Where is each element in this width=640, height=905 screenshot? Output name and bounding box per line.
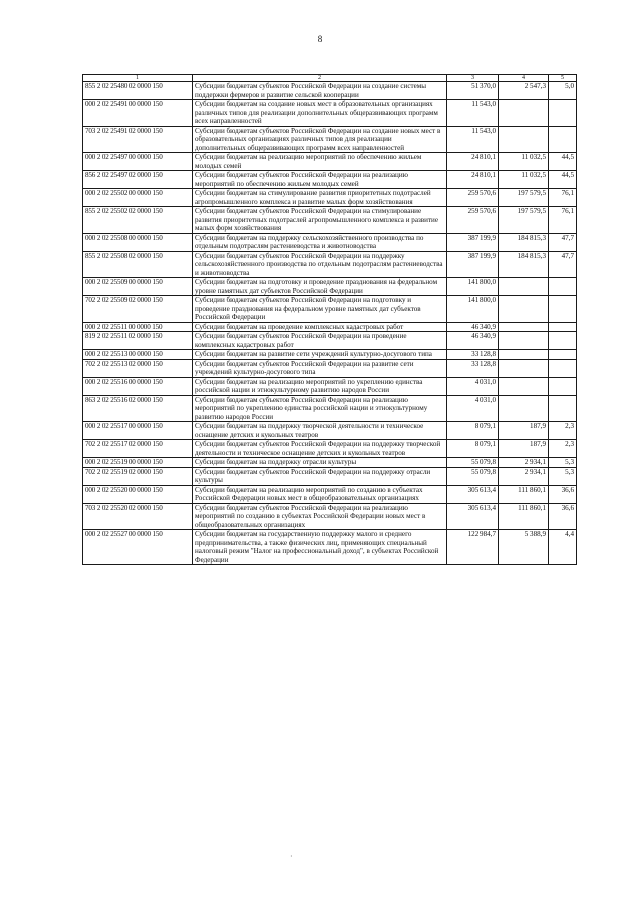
percent-cell: 76,1 [549,189,577,207]
description-cell: Субсидии бюджетам на государственную поддержку малого и среднего предпринимательства, а также физических лиц, применяющих специальный налоговый режим "Налог на профессиональный доход", в субъектах Российской Федерации [193,530,447,565]
percent-cell [549,278,577,296]
budget-code-cell: 000 2 02 25513 00 0000 150 [83,350,193,360]
column-header: 3 [447,75,499,82]
executed-amount-cell [499,322,549,332]
table-row [83,485,577,503]
executed-amount-cell: 2 547,3 [499,82,549,100]
description-cell: Субсидии бюджетам субъектов Российской Федерации на развитие сети учреждений культурно-досугового типа [193,359,447,377]
description-cell: Субсидии бюджетам на создание новых мест в образовательных организациях различных типов для реализации дополнительных общеразвивающих программ всех направленностей [193,100,447,127]
table-row [83,422,577,440]
executed-amount-cell [499,296,549,323]
plan-amount-cell: 51 370,0 [447,82,499,100]
executed-amount-cell [499,278,549,296]
plan-amount-cell: 24 810,1 [447,171,499,189]
table-row [83,126,577,153]
budget-code-cell: 855 2 02 25502 02 0000 150 [83,207,193,234]
plan-amount-cell: 305 613,4 [447,503,499,530]
executed-amount-cell: 197 579,5 [499,207,549,234]
executed-amount-cell: 187,9 [499,422,549,440]
plan-amount-cell: 8 079,1 [447,440,499,458]
budget-code-cell: 702 2 02 25513 02 0000 150 [83,359,193,377]
executed-amount-cell: 111 860,1 [499,503,549,530]
description-cell: Субсидии бюджетам на стимулирование развития приоритетных подотраслей агропромышленного комплекса и развитие малых форм хозяйствования [193,189,447,207]
description-cell: Субсидии бюджетам субъектов Российской Федерации на реализацию мероприятий по укреплению единства российской нации и этнокультурному развитию народов России [193,395,447,422]
description-cell: Субсидии бюджетам субъектов Российской Федерации на реализацию мероприятий по созданию в субъектах Российской Федерации новых мест в общеобразовательных организациях [193,503,447,530]
table-row [83,251,577,278]
percent-cell [549,126,577,153]
table-row [83,100,577,127]
executed-amount-cell [499,100,549,127]
budget-code-cell: 000 2 02 25502 00 0000 150 [83,189,193,207]
budget-code-cell: 856 2 02 25497 02 0000 150 [83,171,193,189]
description-cell: Субсидии бюджетам на развитие сети учреждений культурно-досугового типа [193,350,447,360]
table-row [83,82,577,100]
description-cell: Субсидии бюджетам на подготовку и проведение празднования на федеральном уровне памятных дат субъектов Российской Федерации [193,278,447,296]
executed-amount-cell: 2 934,1 [499,458,549,468]
table-row [83,207,577,234]
column-number-row [83,75,577,82]
description-cell: Субсидии бюджетам субъектов Российской Федерации на поддержку сельскохозяйственного производства по отдельным подотраслям растениеводства и животноводства [193,251,447,278]
budget-code-cell: 702 2 02 25519 02 0000 150 [83,467,193,485]
percent-cell [549,322,577,332]
description-cell: Субсидии бюджетам субъектов Российской Федерации на поддержку отрасли культуры [193,467,447,485]
percent-cell [549,395,577,422]
table-row [83,530,577,565]
executed-amount-cell: 187,9 [499,440,549,458]
budget-code-cell: 000 2 02 25497 00 0000 150 [83,153,193,171]
table-row [83,153,577,171]
budget-table [82,74,577,565]
description-cell: Субсидии бюджетам на реализацию мероприятий по созданию в субъектах Российской Федерации новых мест в общеобразовательных организациях [193,485,447,503]
plan-amount-cell: 259 570,6 [447,207,499,234]
percent-cell: 44,5 [549,171,577,189]
description-cell: Субсидии бюджетам субъектов Российской Федерации на поддержку творческой деятельности и техническое оснащение детских и кукольных театров [193,440,447,458]
executed-amount-cell: 2 934,1 [499,467,549,485]
executed-amount-cell: 5 388,9 [499,530,549,565]
budget-code-cell: 000 2 02 25509 00 0000 150 [83,278,193,296]
description-cell: Субсидии бюджетам на реализацию мероприятий по обеспечению жильем молодых семей [193,153,447,171]
budget-code-cell: 000 2 02 25527 00 0000 150 [83,530,193,565]
budget-code-cell: 703 2 02 25520 02 0000 150 [83,503,193,530]
table-row [83,171,577,189]
plan-amount-cell: 55 079,8 [447,467,499,485]
table-row [83,332,577,350]
plan-amount-cell: 4 031,0 [447,395,499,422]
budget-code-cell: 702 2 02 25509 02 0000 150 [83,296,193,323]
budget-code-cell: 000 2 02 25516 00 0000 150 [83,377,193,395]
plan-amount-cell: 46 340,9 [447,332,499,350]
percent-cell: 44,5 [549,153,577,171]
table-row [83,278,577,296]
percent-cell [549,359,577,377]
executed-amount-cell: 11 032,5 [499,171,549,189]
percent-cell: 47,7 [549,233,577,251]
plan-amount-cell: 11 543,0 [447,100,499,127]
budget-code-cell: 703 2 02 25491 02 0000 150 [83,126,193,153]
plan-amount-cell: 33 128,8 [447,350,499,360]
table-row [83,296,577,323]
executed-amount-cell [499,395,549,422]
executed-amount-cell [499,350,549,360]
budget-code-cell: 000 2 02 25517 00 0000 150 [83,422,193,440]
budget-code-cell: 000 2 02 25491 00 0000 150 [83,100,193,127]
column-header: 1 [83,75,193,82]
plan-amount-cell: 11 543,0 [447,126,499,153]
budget-code-cell: 702 2 02 25517 02 0000 150 [83,440,193,458]
scan-speck: · [290,852,293,861]
column-header: 2 [193,75,447,82]
description-cell: Субсидии бюджетам на поддержку творческой деятельности и техническое оснащение детских и кукольных театров [193,422,447,440]
table-row [83,467,577,485]
plan-amount-cell: 24 810,1 [447,153,499,171]
description-cell: Субсидии бюджетам субъектов Российской Федерации на реализацию мероприятий по обеспечению жильем молодых семей [193,171,447,189]
budget-code-cell: 000 2 02 25511 00 0000 150 [83,322,193,332]
plan-amount-cell: 141 800,0 [447,278,499,296]
description-cell: Субсидии бюджетам на проведение комплексных кадастровых работ [193,322,447,332]
budget-code-cell: 000 2 02 25519 00 0000 150 [83,458,193,468]
description-cell: Субсидии бюджетам субъектов Российской Федерации на проведение комплексных кадастровых работ [193,332,447,350]
percent-cell: 2,3 [549,440,577,458]
description-cell: Субсидии бюджетам субъектов Российской Федерации на подготовку и проведение празднования на федеральном уровне памятных дат субъектов Российской Федерации [193,296,447,323]
table-row [83,322,577,332]
table-row [83,189,577,207]
percent-cell [549,100,577,127]
percent-cell [549,350,577,360]
plan-amount-cell: 4 031,0 [447,377,499,395]
column-header: 5 [549,75,577,82]
executed-amount-cell [499,377,549,395]
plan-amount-cell: 387 199,9 [447,251,499,278]
description-cell: Субсидии бюджетам на поддержку отрасли культуры [193,458,447,468]
percent-cell: 5,0 [549,82,577,100]
executed-amount-cell [499,332,549,350]
budget-code-cell: 000 2 02 25508 00 0000 150 [83,233,193,251]
percent-cell [549,377,577,395]
plan-amount-cell: 141 800,0 [447,296,499,323]
table-row [83,233,577,251]
description-cell: Субсидии бюджетам на реализацию мероприятий по укреплению единства российской нации и этнокультурному развитию народов России [193,377,447,395]
percent-cell: 2,3 [549,422,577,440]
executed-amount-cell: 184 815,3 [499,251,549,278]
budget-code-cell: 000 2 02 25520 00 0000 150 [83,485,193,503]
plan-amount-cell: 122 984,7 [447,530,499,565]
percent-cell: 4,4 [549,530,577,565]
table-row [83,440,577,458]
plan-amount-cell: 33 128,8 [447,359,499,377]
page-number: 8 [317,34,323,44]
executed-amount-cell: 11 032,5 [499,153,549,171]
plan-amount-cell: 55 079,8 [447,458,499,468]
description-cell: Субсидии бюджетам на поддержку сельскохозяйственного производства по отдельным подотраслям растениеводства и животноводства [193,233,447,251]
plan-amount-cell: 387 199,9 [447,233,499,251]
percent-cell: 36,6 [549,503,577,530]
budget-code-cell: 863 2 02 25516 02 0000 150 [83,395,193,422]
percent-cell: 36,6 [549,485,577,503]
table-row [83,395,577,422]
executed-amount-cell: 184 815,3 [499,233,549,251]
description-cell: Субсидии бюджетам субъектов Российской Федерации на создание системы поддержки фермеров и развитие сельской кооперации [193,82,447,100]
table-row [83,377,577,395]
table-row [83,458,577,468]
percent-cell: 76,1 [549,207,577,234]
percent-cell: 5,3 [549,467,577,485]
executed-amount-cell [499,126,549,153]
executed-amount-cell: 111 860,1 [499,485,549,503]
budget-code-cell: 855 2 02 25480 02 0000 150 [83,82,193,100]
plan-amount-cell: 8 079,1 [447,422,499,440]
percent-cell: 5,3 [549,458,577,468]
percent-cell [549,296,577,323]
percent-cell [549,332,577,350]
budget-code-cell: 819 2 02 25511 02 0000 150 [83,332,193,350]
description-cell: Субсидии бюджетам субъектов Российской Федерации на стимулирование развития приоритетных подотраслей агропромышленного комплекса и развитие малых форм хозяйствования [193,207,447,234]
description-cell: Субсидии бюджетам субъектов Российской Федерации на создание новых мест в образовательных организациях различных типов для реализации дополнительных общеразвивающих программ всех направленностей [193,126,447,153]
table-row [83,503,577,530]
plan-amount-cell: 46 340,9 [447,322,499,332]
column-header: 4 [499,75,549,82]
executed-amount-cell [499,359,549,377]
executed-amount-cell: 197 579,5 [499,189,549,207]
budget-code-cell: 855 2 02 25508 02 0000 150 [83,251,193,278]
plan-amount-cell: 259 570,6 [447,189,499,207]
table-row [83,359,577,377]
table-row [83,350,577,360]
plan-amount-cell: 305 613,4 [447,485,499,503]
percent-cell: 47,7 [549,251,577,278]
